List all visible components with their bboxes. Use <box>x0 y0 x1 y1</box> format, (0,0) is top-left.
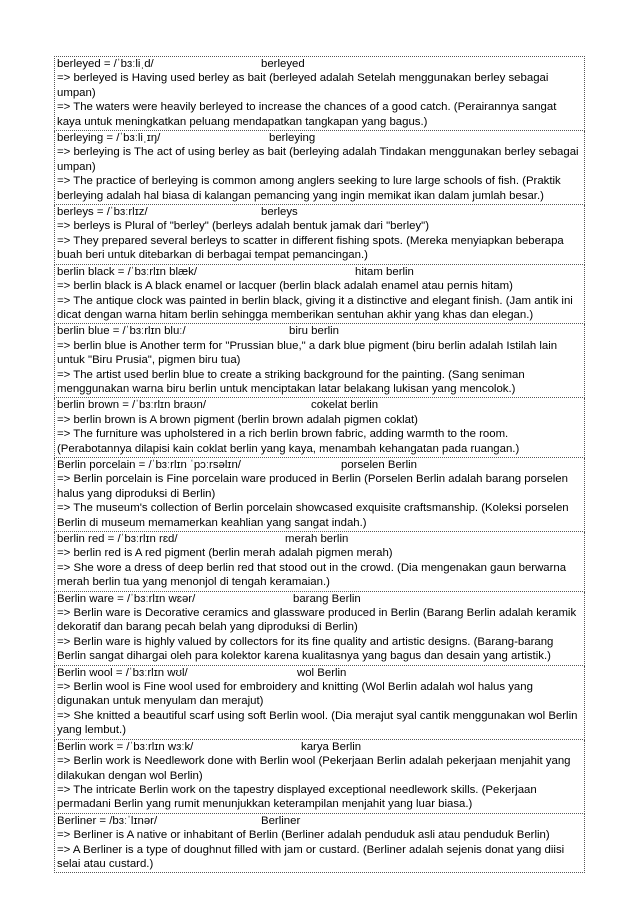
example: => She knitted a beautiful scarf using soft Berlin wool. (Dia merajut syal cantik menggunakan wol Berlin yang lembut.) <box>57 709 578 737</box>
translation: berleys <box>261 206 298 219</box>
example: => The practice of berleying is common among anglers seeking to lure large schools of fish. (Praktik berleying adalah hal biasa di kalangan pemancing yang ingin memikat ikan dalam jumlah besar.) <box>57 175 561 202</box>
headword: berleying = /ˈbɜːliˌɪŋ/ <box>57 132 161 145</box>
entry-head <box>57 265 582 279</box>
headword: berlin brown = /ˈbɜːrlɪn braʊn/ <box>57 399 207 412</box>
entry-head <box>57 740 582 754</box>
definition: => berleying is The act of using berley as bait (berleying adalah Tindakan menggunakan berley sebagai umpan) <box>57 146 579 173</box>
headword: Berlin work = /ˈbɜːrlɪn wɜːk/ <box>57 740 194 753</box>
entry <box>54 131 585 205</box>
entry <box>54 265 585 325</box>
definition: => Berliner is A native or inhabitant of Berlin (Berliner adalah penduduk asli atau penduduk Berlin) <box>57 829 550 842</box>
headword: berlin red = /ˈbɜːrlɪn rɛd/ <box>57 533 178 545</box>
definition: => berlin red is A red pigment (berlin merah adalah pigmen merah) <box>57 547 393 560</box>
translation: berleying <box>269 132 316 145</box>
entry <box>54 324 585 398</box>
definition: => Berlin porcelain is Fine porcelain ware produced in Berlin (Porselen Berlin adalah barang porselen halus yang diproduksi di Berlin) <box>57 473 568 500</box>
headword: Berlin ware = /ˈbɜːrlɪn wɛər/ <box>57 592 196 605</box>
translation: barang Berlin <box>293 592 361 605</box>
translation: merah berlin <box>285 533 349 545</box>
entry <box>54 398 585 458</box>
headword: Berlin porcelain = /ˈbɜːrlɪn ˈpɔːrsəlɪn/ <box>57 458 241 471</box>
entry-head <box>57 532 582 546</box>
entry <box>54 814 585 874</box>
example: => Berlin ware is highly valued by collectors for its fine quality and artistic designs. (Barang-barang Berlin sangat dihargai oleh para kolektor karena kualitasnya yang bagus dan desain yang artistik.) <box>57 635 554 663</box>
example: => The artist used berlin blue to create a striking background for the painting. (Sang seniman menggunakan warna biru berlin untuk menciptakan latar belakang lukisan yang mencolok.) <box>57 368 525 395</box>
entry <box>54 205 585 265</box>
entry <box>54 532 585 592</box>
definition: => Berlin wool is Fine wool used for embroidery and knitting (Wol Berlin adalah wol halus yang digunakan untuk menyulam dan merajut) <box>57 681 533 708</box>
entry <box>54 56 585 131</box>
definition: => Berlin work is Needlework done with Berlin wool (Pekerjaan Berlin adalah pekerjaan menjahit yang dilakukan dengan wol Berlin) <box>57 755 571 782</box>
example: => She wore a dress of deep berlin red that stood out in the crowd. (Dia mengenakan gaun berwarna merah berlin tua yang menonjol di tengah keramaian.) <box>57 561 567 589</box>
example: => The intricate Berlin work on the tapestry displayed exceptional needlework skills. (Pekerjaan permadani Berlin yang rumit menunjukkan keterampilan menjahit yang luar biasa.) <box>57 783 537 811</box>
headword: berleyed = /ˈbɜːliˌd/ <box>57 58 154 70</box>
example: => The antique clock was painted in berlin black, giving it a distinctive and elegant finish. (Jam antik ini dicat dengan warna hitam berlin sehingga memberikan sentuhan akhir yang khas dan elegan.) <box>57 294 573 321</box>
headword: berlin blue = /ˈbɜːrlɪn bluː/ <box>57 325 186 338</box>
entry-head <box>57 814 582 828</box>
translation: Berliner <box>261 814 301 827</box>
translation: karya Berlin <box>301 740 362 753</box>
dictionary-sheet <box>54 56 585 873</box>
entry-head <box>57 205 582 219</box>
example: => The waters were heavily berleyed to increase the chances of a good catch. (Perairannya sangat kaya untuk meningkatkan peluang mendapatkan tangkapan yang bagus.) <box>57 101 557 128</box>
example: => The museum's collection of Berlin porcelain showcased exquisite craftsmanship. (Koleksi porselen Berlin di museum memamerkan keahlian yang sangat indah.) <box>57 502 569 529</box>
entry-head <box>57 458 582 472</box>
example: => The furniture was upholstered in a rich berlin brown fabric, adding warmth to the room. (Perabotannya dilapisi kain coklat berlin yang kaya, menambah kehangatan pada ruangan.) <box>57 428 520 455</box>
entry <box>54 666 585 740</box>
translation: berleyed <box>261 58 305 70</box>
definition: => berleyed is Having used berley as bait (berleyed adalah Setelah menggunakan berley sebagai umpan) <box>57 72 549 99</box>
entry <box>54 458 585 532</box>
translation: wol Berlin <box>297 666 347 679</box>
translation: cokelat berlin <box>311 399 379 412</box>
example: => A Berliner is a type of doughnut filled with jam or custard. (Berliner adalah sejenis donat yang diisi selai atau custard.) <box>57 843 565 870</box>
entry-head <box>57 398 582 412</box>
definition: => berlin black is A black enamel or lacquer (berlin black adalah enamel atau pernis hitam) <box>57 280 513 293</box>
entry-head <box>57 592 582 606</box>
entry <box>54 592 585 666</box>
entry-head <box>57 131 582 145</box>
entry-head <box>57 57 582 71</box>
entry <box>54 740 585 814</box>
example: => They prepared several berleys to scatter in different fishing spots. (Mereka menyiapkan beberapa buah beri untuk ditebarkan di berbagai tempat pemancingan.) <box>57 234 564 262</box>
definition: => berlin blue is Another term for "Prussian blue," a dark blue pigment (biru berlin adalah Istilah lain untuk "Biru Prusia", pigmen biru tua) <box>57 339 558 367</box>
entry-head <box>57 666 582 680</box>
headword: berleys = /ˈbɜːrlɪz/ <box>57 206 148 219</box>
headword: berlin black = /ˈbɜːrlɪn blæk/ <box>57 265 198 278</box>
headword: Berliner = /bɜːˈlɪnər/ <box>57 814 158 827</box>
entry-head <box>57 324 582 338</box>
headword: Berlin wool = /ˈbɜːrlɪn wʊl/ <box>57 666 188 679</box>
definition: => berleys is Plural of "berley" (berleys adalah bentuk jamak dari "berley") <box>57 220 429 233</box>
translation: biru berlin <box>289 325 340 338</box>
definition: => berlin brown is A brown pigment (berlin brown adalah pigmen coklat) <box>57 413 418 426</box>
definition: => Berlin ware is Decorative ceramics and glassware produced in Berlin (Barang Berlin adalah keramik dekoratif dan barang pecah belah yang diproduksi di Berlin) <box>57 607 577 634</box>
translation: hitam berlin <box>355 265 414 278</box>
translation: porselen Berlin <box>341 458 417 471</box>
